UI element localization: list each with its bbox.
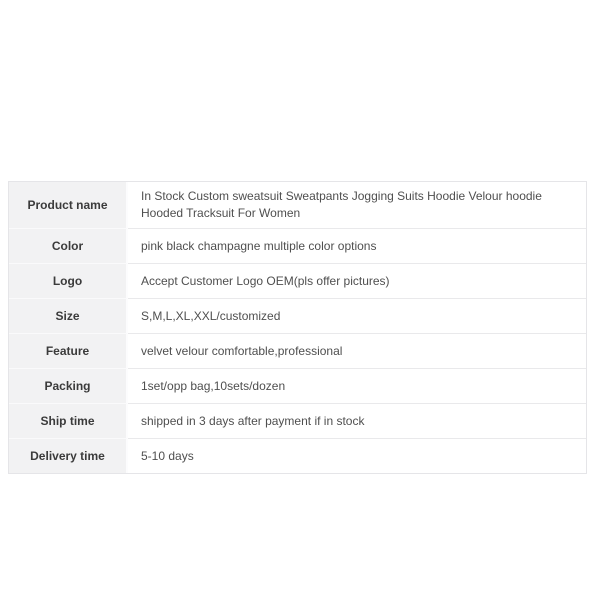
spec-value-product-name: In Stock Custom sweatsuit Sweatpants Jogging Suits Hoodie Velour hoodie Hooded Tracksuit For Women — [128, 182, 586, 229]
spec-label-product-name: Product name — [9, 182, 128, 229]
spec-row-logo — [9, 264, 586, 299]
spec-row-product-name — [9, 182, 586, 229]
spec-label-feature: Feature — [9, 334, 128, 369]
spec-value-size: S,M,L,XL,XXL/customized — [128, 299, 586, 334]
spec-row-delivery-time — [9, 439, 586, 473]
spec-value-feature: velvet velour comfortable,professional — [128, 334, 586, 369]
spec-label-color: Color — [9, 229, 128, 264]
spec-label-ship-time: Ship time — [9, 404, 128, 439]
spec-value-delivery-time: 5-10 days — [141, 448, 194, 463]
spec-value-color: pink black champagne multiple color options — [128, 229, 586, 264]
spec-row-color — [9, 229, 586, 264]
product-spec-table-container — [8, 181, 587, 474]
spec-row-size — [9, 299, 586, 334]
spec-row-packing — [9, 369, 586, 404]
spec-label-packing: Packing — [9, 369, 128, 404]
spec-label-delivery-time: Delivery time — [9, 439, 128, 473]
spec-row-ship-time — [9, 404, 586, 439]
spec-label-size: Size — [9, 299, 128, 334]
spec-value-ship-time: shipped in 3 days after payment if in stock — [128, 404, 586, 439]
spec-value-packing: 1set/opp bag,10sets/dozen — [128, 369, 586, 404]
product-spec-table — [8, 181, 587, 474]
spec-row-feature — [9, 334, 586, 369]
spec-value-logo: Accept Customer Logo OEM(pls offer pictures) — [128, 264, 586, 299]
spec-label-logo: Logo — [9, 264, 128, 299]
